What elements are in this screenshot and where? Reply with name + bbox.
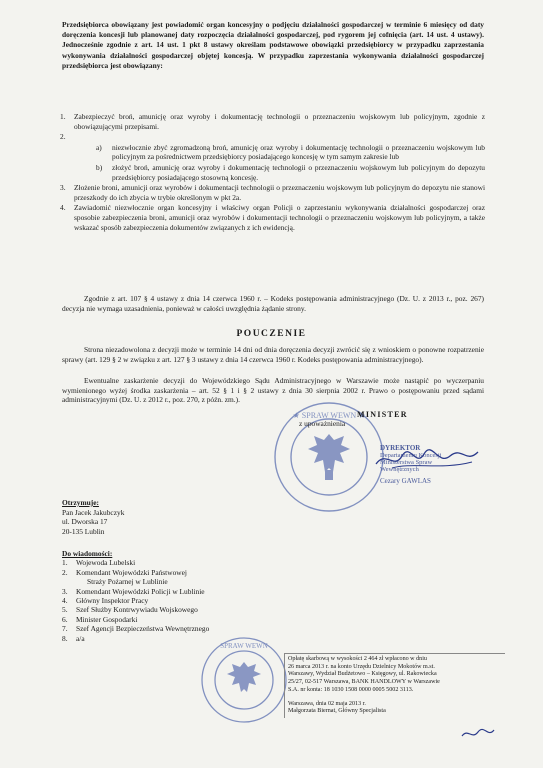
- distribution-item: 2. Komendant Wojewódzki Państwowej: [62, 567, 187, 577]
- distribution-list: Do wiadomości: 1. Wojewoda Lubelski 2. Komendant Wojewódzki Państwowej Straży Pożarnej w Lublinie 3. Komendant Wojewódzki Policji w Lublinie 4. Główny Inspektor Pracy 5. Szef Służby Kontrwywiadu Wojskowego 6. Minister Gospodarki 7. Szef Agencji Bezpieczeństwa Wewnętrznego 8. a/a: [62, 549, 210, 643]
- list-item: 1. Zabezpieczyć broń, amunicję oraz wyroby i dokumentację technologii o przeznaczeniu wojskowym lub policyjnym, zgodnie z obowiązującymi przepisami.: [60, 112, 485, 131]
- obligations-list: [60, 112, 485, 233]
- legal-basis-paragraph: Zgodnie z art. 107 § 4 ustawy z dnia 14 czerwca 1960 r. – Kodeks postępowania administracyjnego (Dz. U. z 2013 r., poz. 267) decyzja nie wymaga uzasadnienia, ponieważ w całości uwzględnia żądanie strony.: [62, 294, 484, 313]
- distribution-item: 7. Szef Agencji Bezpieczeństwa Wewnętrznego: [62, 624, 210, 634]
- distribution-item: Straży Pożarnej w Lublinie: [87, 577, 168, 587]
- svg-text:SPRAW WEWN: SPRAW WEWN: [220, 642, 268, 650]
- intro-paragraph: Przedsiębiorca obowiązany jest powiadomić organ koncesyjny o podjęciu działalności gospodarczej w terminie 6 miesięcy od daty doręczenia koncesji lub planowanej daty rozpoczęcia działalności gospodarczej, pod rygorem jej cofnięcia (art. 14 ust. 4 ustawy). Jednocześnie zgodnie z art. 14 ust. 1 pkt 8 ustawy określam podstawowe obowiązki przedsiębiorcy w przypadku zaprzestania wykonywania działalności gospodarczej objętej koncesją. W przypadku zaprzestania wykonywania działalności gospodarczej przedsiębiorca jest obowiązany:: [62, 20, 484, 70]
- list-item: 4. Zawiadomić niezwłocznie organ koncesyjny i właściwy organ Policji o zaprzestaniu wykonywania działalności gospodarczej oraz sposobie zabezpieczenia broni, amunicji oraz wyrobów i dokumentacji technologii o przeznaczeniu wojskowym lub policyjnym, a także wskazać sposób zabezpieczenia dokumentów związanych z ich ewidencją.: [60, 203, 485, 232]
- fee-note-signature: [460, 726, 496, 742]
- list-item: 2.: [60, 132, 66, 142]
- fee-note: Opłatę skarbową w wysokości 2 464 zł wpłacono w dniu 26 marca 2013 r. na konto Urzędu Dzielnicy Mokotów m.st. Warszawy, Wydział Budżetowo – Księgowy, ul. Rakowiecka 25/27, 02-517 Warszawa, BANK HANDLOWY w Warszawie S.A. nr konta: 18 1030 1508 0000 0005 5002 3113. Warszawa, dnia 02 maja 2013 r. Małgorzata Biernat, Główny Specjalista: [284, 653, 505, 718]
- svg-text:★ SPRAW WEWN ★: ★ SPRAW WEWN ★: [292, 411, 366, 420]
- distribution-item: 3. Komendant Wojewódzki Policji w Lublinie: [62, 586, 205, 596]
- pouczenie-paragraph-2: Ewentualne zaskarżenie decyzji do Wojewódzkiego Sądu Administracyjnego w Warszawie może nastąpić po wyczerpaniu wymienionego wyżej środka zaskarżenia – art. 52 § 1 i § 2 ustawy z dnia 30 sierpnia 2002 r. Prawo o postępowaniu przed sądami administracyjnymi (Dz. U. z 2012 r., poz. 270, z późn. zm.).: [62, 376, 484, 405]
- distribution-item: 1. Wojewoda Lubelski: [62, 558, 136, 568]
- distribution-item: 8. a/a: [62, 633, 85, 643]
- distribution-item: 5. Szef Służby Kontrwywiadu Wojskowego: [62, 605, 198, 615]
- pouczenie-paragraph-1: Strona niezadowolona z decyzji może w terminie 14 dni od dnia doręczenia decyzji zwrócić się z wnioskiem o ponowne rozpatrzenie sprawy (art. 129 § 2 w związku z art. 127 § 3 ustawy z dnia 14 czerwca 1960 r. Kodeks postępowania administracyjnego).: [62, 345, 484, 364]
- list-item: 3. Złożenie broni, amunicji oraz wyrobów i dokumentacji technologii o przeznaczeniu wojskowym lub policyjnym do depozytu nie stanowi przeszkody do ich zbycia w trybie określonym w pkt 2a.: [60, 183, 485, 202]
- sub-list-item: a) niezwłocznie zbyć zgromadzoną broń, amunicję oraz wyroby i dokumentację technologii o przeznaczeniu wojskowym lub policyjnym za pośrednictwem przedsiębiorcy posiadającego koncesję w tym samym zakresie lub: [96, 142, 485, 162]
- pouczenie-heading: POUCZENIE: [236, 329, 307, 339]
- distribution-item: 6. Minister Gospodarki: [62, 614, 138, 624]
- handwritten-signature: [372, 446, 482, 474]
- director-signature-block: DYREKTOR Departamentu Koncesji Ministerstwa Spraw Wewnętrznych Cezary GAWLAS: [380, 444, 442, 485]
- distribution-item: 4. Główny Inspektor Pracy: [62, 596, 149, 606]
- recipient-block: Otrzymuje: Pan Jacek Jakubczyk ul. Dworska 17 20-135 Lublin: [62, 498, 125, 536]
- authorization-label: z upoważnienia: [299, 419, 346, 428]
- minister-label: MINISTER: [357, 410, 408, 419]
- sub-list-item: b) złożyć broń, amunicję oraz wyroby i dokumentację technologii o przeznaczeniu wojskowym lub policyjnym do depozytu przedsiębiorcy posiadającego stosowną koncesję.: [96, 162, 485, 182]
- fee-round-stamp: [198, 634, 290, 726]
